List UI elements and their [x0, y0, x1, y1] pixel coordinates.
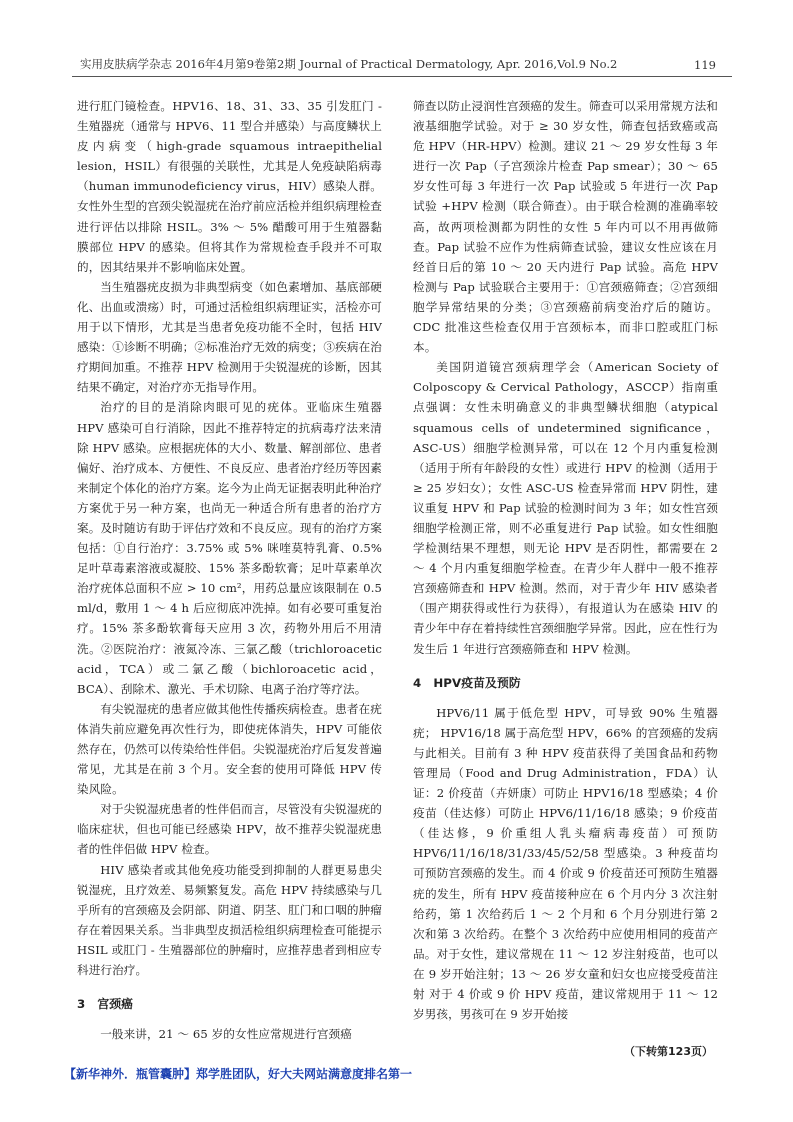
paragraph: 一般来讲，21 ～ 65 岁的女性应常规进行宫颈癌	[100, 1027, 352, 1042]
paragraph: 进行肛门镜检查。HPV16、18、31、33、35 引发肛门 - 生殖器疣（通常与 HPV6、11 型合并感染）与高度鳞状上皮内病变（high-grade squamous intraepithelial lesion，HSIL）有很强的关联性，尤其是人免疫缺陷病毒（human immunodeficiency virus，HIV）感染人群。女性外生型的宫颈尖锐湿疣在治疗前应活检并组织病理检查进行评估以排除 HSIL。3% ～ 5% 醋酸可用于生殖器黏膜部位 HPV 的感染。但将其作为常规检查手段并不可取的，因其结果并不影响临床处置。	[77, 99, 382, 274]
paragraph: 筛查以防止浸润性宫颈癌的发生。筛查可以采用常规方法和液基细胞学试验。对于 ≥ 30 岁女性，筛查包括致癌或高危 HPV（HR-HPV）检测。建议 21 ～ 29 岁女性每 3 年进行一次 Pap（子宫颈涂片检查 Pap smear）；30 ～ 65 岁女性可每 3 年进行一次 Pap 试验或 5 年进行一次 Pap 试验 +HPV 检测（联合筛查）。由于联合检测的准确率较高，故两项检测都为阴性的女性 5 年内可以不用再做筛查。Pap 试验不应作为性病筛查试验，建议女性应该在月经首日后的第 10 ～ 20 天内进行 Pap 试验。高危 HPV 检测与 Pap 试验联合主要用于：①宫颈癌筛查；②宫颈细胞学异常结果的分类；③宫颈癌前病变治疗后的随访。CDC 批准这些检查仅用于宫颈标本，而非口腔或肛门标本。	[413, 99, 718, 355]
paragraph: 美国阴道镜宫颈病理学会（American Society of Colposcopy & Cervical Pathology，ASCCP）指南重点强调：女性未明确意义的非典型鳞状细胞（atypical squamous cells of undetermined significance，ASC-US）细胞学检测异常，可以在 12 个月内重复检测（适用于所有年龄段的女性）或进行 HPV 的检测（适用于 ≥ 25 岁妇女）；女性 ASC-US 检查异常而 HPV 阴性，建议重复 HPV 和 Pap 试验的检测时间为 3 年；如女性宫颈细胞学检测正常，则不必重复进行 Pap 试验。如女性细胞学检测结果不理想，则无论 HPV 是否阴性，都需要在 2 ～ 4 个月内重复细胞学检查。在青少年人群中一般不推荐宫颈癌筛查和 HPV 检测。然而，对于青少年 HIV 感染者（围产期获得或性行为获得），有报道认为在感染 HIV 的青少年中存在着持续性宫颈细胞学异常。因此，应在性行为发生后 1 年进行宫颈癌筛查和 HPV 检测。	[413, 360, 718, 656]
section-heading-3	[77, 994, 382, 1014]
paragraph: 对于尖锐湿疣患者的性伴侣而言，尽管没有尖锐湿疣的临床症状，但也可能已经感染 HPV，故不推荐尖锐湿疣患者的性伴侣做 HPV 检查。	[77, 802, 382, 857]
section-heading-4	[413, 673, 718, 693]
journal-title: 实用皮肤病学杂志 2016年4月第9卷第2期 Journal of Practical Dermatology, Apr. 2016,Vol.9 No.2	[80, 57, 618, 71]
section-number: 4	[413, 675, 422, 690]
section-title: HPV疫苗及预防	[433, 675, 521, 690]
continued-note: （下转第123页）	[624, 1045, 713, 1058]
section-title: 宫颈癌	[97, 997, 134, 1012]
paragraph: 治疗的目的是消除肉眼可见的疣体。亚临床生殖器 HPV 感染可自行消除，因此不推荐特定的抗病毒疗法来清除 HPV 感染。应根据疣体的大小、数量、解剖部位、患者偏好、治疗成本、方便性、不良反应、患者治疗经历等因素来制定个体化的治疗方案。迄今为止尚无证据表明此种治疗方案优于另一种方案，也尚无一种适合所有患者的治疗方案。及时随访有助于评估疗效和不良反应。现有的治疗方案包括：①自行治疗：3.75% 或 5% 咪喹莫特乳膏、0.5% 足叶草毒素溶液或凝胶、15% 茶多酚软膏；足叶草素单次治疗疣体总面积不应 > 10 cm²，用药总量应该限制在 0.5 ml/d，敷用 1 ～ 4 h 后应彻底冲洗掉。如有必要可重复治疗。15% 茶多酚软膏每天应用 3 次，药物外用后不用清洗。②医院治疗：液氮冷冻、三氯乙酸（trichloroacetic acid，TCA）或二氯乙酸（bichloroacetic acid，BCA）、刮除术、激光、手术切除、电离子治疗等疗法。	[77, 400, 382, 696]
paragraph: 当生殖器疣皮损为非典型病变（如色素增加、基底部硬化、出血或溃疡）时，可通过活检组织病理证实，活检亦可用于以下情形，尤其是当患者免疫功能不全时，包括 HIV 感染：①诊断不明确；②标准治疗无效的病变；③疾病在治疗期间加重。不推荐 HPV 检测用于尖锐湿疣的诊断，因其结果不确定，对治疗亦无指导作用。	[77, 279, 382, 395]
paragraph: HPV6/11 属于低危型 HPV，可导致 90% 生殖器疣； HPV16/18 属于高危型 HPV，66% 的宫颈癌的发病与此相关。目前有 3 种 HPV 疫苗获得了美国食品和药物管理局（Food and Drug Administration，FDA）认证：2 价疫苗（卉妍康）可防止 HPV16/18 型感染；4 价疫苗（佳达修）可防止 HPV6/11/16/18 感染；9 价疫苗（佳达修，9 价重组人乳头瘤病毒疫苗）可预防 HPV6/11/16/18/31/33/45/52/58 型感染。3 种疫苗均可预防宫颈癌的发生。而 4 价或 9 价疫苗还可预防生殖器疣的发生，所有 HPV 疫苗接种应在 6 个月内分 3 次注射给药，第 1 次给药后 1 ～ 2 个月和 6 个月分别进行第 2 次和第 3 次给药。在整个 3 次给药中应使用相同的疫苗产品。对于女性，建议常规在 11 ～ 12 岁注射疫苗，也可以在 9 岁开始注射；13 ～ 26 岁女童和妇女也应接受疫苗注射 对于 4 价或 9 价 HPV 疫苗，建议常规用于 11 ～ 12 岁男孩，男孩可在 9 岁开始接	[413, 705, 718, 1022]
right-column	[413, 96, 718, 1024]
paragraph: 有尖锐湿疣的患者应做其他性传播疾病检查。患者在疣体消失前应避免再次性行为，即使疣体消失，HPV 可能依然存在，仍然可以传染给性伴侣。尖锐湿疣治疗后复发普遍常见，尤其是在前 3 个月。安全套的使用可降低 HPV 传染风险。	[77, 701, 382, 797]
header-rule	[72, 76, 732, 77]
section-number: 3	[77, 997, 86, 1012]
running-header	[72, 52, 732, 74]
paragraph: HIV 感染者或其他免疫功能受到抑制的人群更易患尖锐湿疣，且疗效差、易频繁复发。高危 HPV 持续感染与几乎所有的宫颈癌及会阴部、阴道、阴茎、肛门和口咽的肿瘤存在着因果关系。当非典型皮损活检组织病理检查可能提示 HSIL 或肛门 - 生殖器部位的肿瘤时，应推荐患者到相应专科进行治疗。	[77, 862, 382, 978]
page-number: 119	[694, 58, 716, 72]
footer-ad-link[interactable]: 【新华神外．瓶管囊肿】郑学胜团队，好大夫网站满意度排名第一	[64, 1067, 413, 1081]
left-column	[77, 96, 382, 1044]
